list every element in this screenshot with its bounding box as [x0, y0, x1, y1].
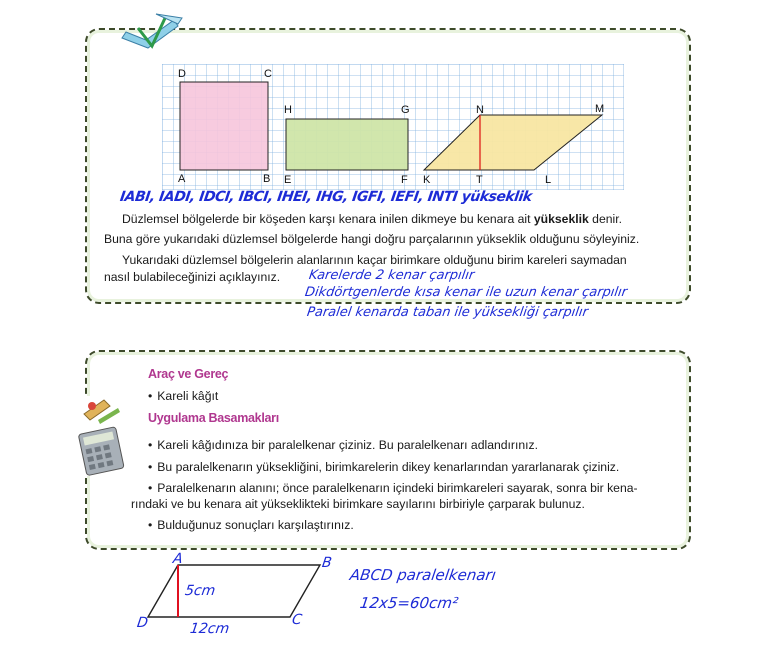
- abcd-area-calc: 12x5=60cm²: [358, 594, 460, 612]
- label-D: D: [178, 68, 186, 80]
- label-A: A: [178, 173, 186, 185]
- square-abcd: [180, 82, 268, 170]
- definition-bold-term: yükseklik: [533, 212, 589, 226]
- heading-steps: Uygulama Basamakları: [148, 411, 279, 425]
- label-N: N: [476, 104, 484, 116]
- step-4-text: Bulduğunuz sonuçları karşılaştırınız.: [157, 518, 354, 532]
- label-G: G: [401, 104, 410, 116]
- label-C: C: [264, 68, 272, 80]
- handwritten-parallelogram: [130, 555, 340, 635]
- step-1-text: Kareli kâğıdınıza bir paralelkenar çiziniz. Bu paralelkenarı adlandırınız.: [157, 438, 539, 452]
- label-T: T: [476, 174, 483, 186]
- label-L: L: [545, 174, 552, 186]
- step-2: [148, 460, 619, 475]
- grid-figure: [162, 64, 624, 190]
- pencil-decoration-icon: [118, 8, 188, 54]
- step-3: [148, 481, 638, 496]
- rectangle-efgh: [286, 119, 408, 170]
- definition-text: Düzlemsel bölgelerde bir köşeden karşı kenara inilen dikmeye bu kenara ait: [122, 212, 534, 226]
- label-B: B: [263, 173, 271, 185]
- paragraph-area-question-end: nasıl bulabileceğinizi açıklayınız.: [104, 270, 281, 284]
- materials-item-text: Kareli kâğıt: [157, 389, 219, 403]
- definition-end: denir.: [588, 212, 622, 226]
- height-dimension: 5cm: [183, 583, 217, 599]
- paragraph-question: Buna göre yukarıdaki düzlemsel bölgelerde hangi doğru parçalarının yükseklik olduğunu söyleyiniz.: [104, 232, 640, 246]
- label-H: H: [284, 104, 292, 116]
- abcd-title: ABCD paralelkenarı: [348, 566, 498, 584]
- materials-item: [148, 389, 218, 404]
- handwritten-note-squares: Karelerde 2 kenar çarpılır: [307, 268, 476, 283]
- label-M: M: [595, 103, 605, 115]
- handwritten-note-rectangles: Dikdörtgenlerde kısa kenar ile uzun kenar çarpılır: [303, 285, 629, 300]
- vertex-C: C: [290, 612, 303, 628]
- vertex-D: D: [135, 615, 149, 631]
- paragraph-area-question: Yukarıdaki düzlemsel bölgelerin alanlarının kaçar birimkare olduğunu birim kareleri saymadan: [122, 253, 627, 267]
- handwritten-note-parallelogram: Paralel kenarda taban ile yüksekliği çarpılır: [305, 305, 589, 320]
- base-dimension: 12cm: [188, 621, 231, 637]
- step-4: [148, 518, 354, 533]
- label-K: K: [423, 174, 431, 186]
- step-3-text: Paralelkenarın alanını; önce paralelkenarın içindeki birimkareleri sayarak, sonra bir kena-: [157, 481, 638, 495]
- handwritten-heights-list: IABI, IADI, IDCI, IBCI, IHEI, IHG, IGFI, IEFI, INTI yükseklik: [118, 189, 533, 205]
- vertex-A: A: [171, 551, 184, 567]
- step-2-text: Bu paralelkenarın yüksekliğini, birimkarelerin dikey kenarlarından yararlanarak çiziniz.: [157, 460, 620, 474]
- step-1: [148, 438, 538, 453]
- paragraph-definition: [122, 212, 622, 227]
- label-E: E: [284, 174, 292, 186]
- label-F: F: [401, 174, 408, 186]
- calculator-tools-icon: [74, 394, 128, 478]
- vertex-B: B: [320, 555, 333, 571]
- step-3-continued: rındaki ve bu kenara ait yükseklikteki birimkare sayılarını birbiriyle çarparak bulunuz.: [131, 497, 585, 511]
- heading-materials: Araç ve Gereç: [148, 367, 229, 381]
